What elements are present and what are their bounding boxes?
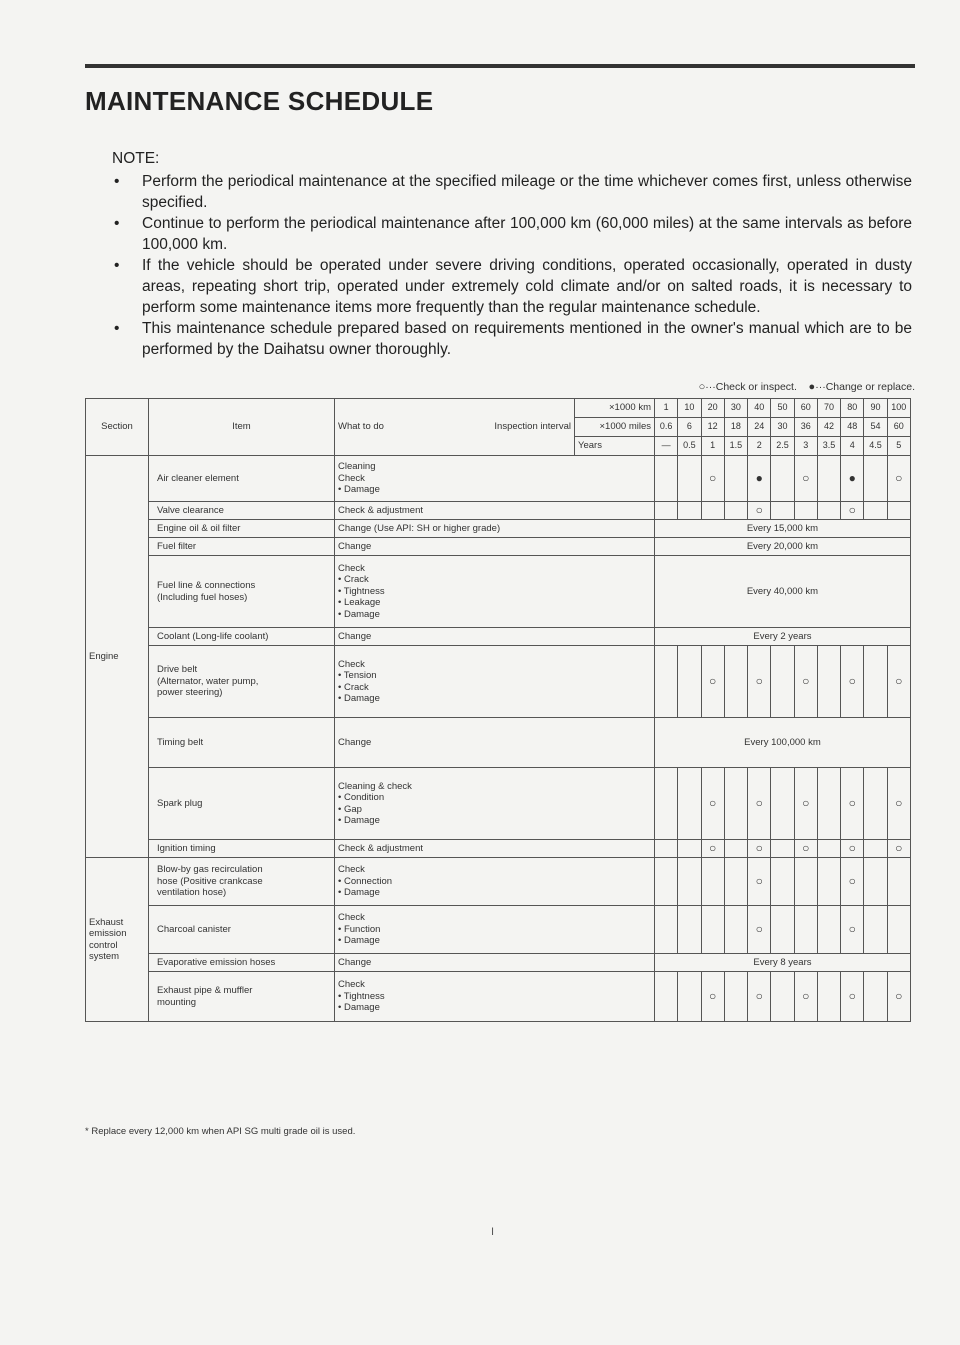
item-cell: Exhaust pipe & muffler mounting <box>149 972 335 1022</box>
table-row <box>86 906 911 954</box>
check-mark-icon: ○ <box>701 768 724 840</box>
mark-cell <box>864 840 887 858</box>
what-cell: Check • Tension • Crack • Damage <box>335 646 655 718</box>
change-mark-icon: ● <box>841 456 864 502</box>
table-row <box>86 628 911 646</box>
check-mark-icon: ○ <box>841 906 864 954</box>
item-cell: Air cleaner element <box>149 456 335 502</box>
check-mark-icon: ○ <box>748 858 771 906</box>
interval-km-cell: 10 <box>678 399 701 418</box>
item-cell: Coolant (Long-life coolant) <box>149 628 335 646</box>
mark-cell <box>724 840 747 858</box>
interval-miles-cell: 60 <box>887 418 910 437</box>
check-mark-icon: ○ <box>701 456 724 502</box>
what-cell: Change (Use API: SH or higher grade) <box>335 520 655 538</box>
interval-km-cell: 60 <box>794 399 817 418</box>
what-cell: Cleaning Check • Damage <box>335 456 655 502</box>
header-what <box>335 399 575 456</box>
interval-miles-cell: 24 <box>748 418 771 437</box>
mark-cell <box>887 858 910 906</box>
header-item: Item <box>149 399 335 456</box>
item-cell: Ignition timing <box>149 840 335 858</box>
check-mark-icon: ○ <box>701 972 724 1022</box>
interval-span-cell: Every 20,000 km <box>655 538 911 556</box>
interval-years-cell: — <box>655 437 678 456</box>
note-bullet: • Continue to perform the periodical maintenance after 100,000 km (60,000 miles) at the same intervals as before 100,000 km. <box>112 213 912 255</box>
check-mark-icon: ○ <box>794 768 817 840</box>
mark-cell <box>864 502 887 520</box>
mark-cell <box>678 972 701 1022</box>
mark-cell <box>678 456 701 502</box>
interval-km-cell: 40 <box>748 399 771 418</box>
mark-cell <box>655 456 678 502</box>
mark-cell <box>724 646 747 718</box>
change-symbol-icon: ● <box>808 381 816 393</box>
what-cell: Check • Tightness • Damage <box>335 972 655 1022</box>
check-mark-icon: ○ <box>841 972 864 1022</box>
check-mark-icon: ○ <box>887 646 910 718</box>
page-number: I <box>491 1226 495 1238</box>
check-mark-icon: ○ <box>887 768 910 840</box>
mark-cell <box>701 502 724 520</box>
mark-cell <box>794 858 817 906</box>
check-mark-icon: ○ <box>701 840 724 858</box>
mark-cell <box>771 768 794 840</box>
what-cell: Check & adjustment <box>335 502 655 520</box>
item-cell: Fuel filter <box>149 538 335 556</box>
mark-cell <box>701 858 724 906</box>
header-what-label: What to do <box>338 421 384 433</box>
mark-cell <box>887 906 910 954</box>
table-row <box>86 538 911 556</box>
interval-miles-cell: 48 <box>841 418 864 437</box>
header-section: Section <box>86 399 149 456</box>
item-cell: Charcoal canister <box>149 906 335 954</box>
note-list <box>112 171 912 360</box>
mark-cell <box>771 906 794 954</box>
interval-km-cell: 80 <box>841 399 864 418</box>
mark-cell <box>655 768 678 840</box>
check-mark-icon: ○ <box>887 456 910 502</box>
mark-cell <box>678 646 701 718</box>
maintenance-table <box>85 398 911 1022</box>
mark-cell <box>678 768 701 840</box>
mark-cell <box>655 646 678 718</box>
mark-cell <box>655 858 678 906</box>
check-mark-icon: ○ <box>794 840 817 858</box>
what-cell: Change <box>335 628 655 646</box>
note-heading: NOTE: <box>112 150 160 167</box>
mark-cell <box>887 502 910 520</box>
section-cell: Exhaust emission control system <box>86 858 149 1022</box>
interval-km-cell: 70 <box>817 399 840 418</box>
item-cell: Valve clearance <box>149 502 335 520</box>
mark-cell <box>817 906 840 954</box>
check-mark-icon: ○ <box>748 972 771 1022</box>
mark-cell <box>817 972 840 1022</box>
mark-cell <box>864 858 887 906</box>
interval-miles-cell: 18 <box>724 418 747 437</box>
table-row <box>86 520 911 538</box>
header-row-km <box>86 399 911 418</box>
mark-cell <box>724 858 747 906</box>
interval-span-cell: Every 15,000 km <box>655 520 911 538</box>
table-row <box>86 556 911 628</box>
interval-km-cell: 1 <box>655 399 678 418</box>
interval-km-cell: 100 <box>887 399 910 418</box>
check-mark-icon: ○ <box>748 906 771 954</box>
mark-cell <box>678 502 701 520</box>
mark-cell <box>817 646 840 718</box>
mark-cell <box>678 906 701 954</box>
what-cell: Change <box>335 538 655 556</box>
mark-cell <box>655 502 678 520</box>
what-cell: Change <box>335 954 655 972</box>
interval-years-cell: 1 <box>701 437 724 456</box>
item-cell: Engine oil & oil filter <box>149 520 335 538</box>
mark-cell <box>864 646 887 718</box>
mark-cell <box>817 456 840 502</box>
interval-miles-cell: 30 <box>771 418 794 437</box>
table-row <box>86 718 911 768</box>
table-row <box>86 858 911 906</box>
what-cell: Check • Crack • Tightness • Leakage • Damage <box>335 556 655 628</box>
interval-years-cell: 1.5 <box>724 437 747 456</box>
mark-cell <box>771 456 794 502</box>
interval-span-cell: Every 100,000 km <box>655 718 911 768</box>
mark-cell <box>724 906 747 954</box>
change-mark-icon: ● <box>748 456 771 502</box>
mark-cell <box>817 840 840 858</box>
mark-cell <box>817 502 840 520</box>
check-mark-icon: ○ <box>841 858 864 906</box>
what-cell: Cleaning & check • Condition • Gap • Damage <box>335 768 655 840</box>
check-mark-icon: ○ <box>887 972 910 1022</box>
what-cell: Check • Connection • Damage <box>335 858 655 906</box>
check-mark-icon: ○ <box>748 768 771 840</box>
what-cell: Check • Function • Damage <box>335 906 655 954</box>
mark-cell <box>817 768 840 840</box>
mark-cell <box>678 858 701 906</box>
top-rule <box>85 64 915 68</box>
table-row <box>86 840 911 858</box>
note-bullet: • If the vehicle should be operated under severe driving conditions, operated occasionally, operated in dusty areas, repeating short trip, operated under extremely cold climate and/or on salted roads, it is necessary to perform some maintenance items more frequently than the regular maintenance schedule. <box>112 255 912 318</box>
what-cell: Change <box>335 718 655 768</box>
interval-miles-cell: 12 <box>701 418 724 437</box>
item-cell: Blow-by gas recirculation hose (Positive crankcase ventilation hose) <box>149 858 335 906</box>
check-mark-icon: ○ <box>841 840 864 858</box>
interval-km-cell: 90 <box>864 399 887 418</box>
mark-cell <box>864 768 887 840</box>
mark-cell <box>678 840 701 858</box>
interval-years-cell: 3.5 <box>817 437 840 456</box>
interval-years-cell: 3 <box>794 437 817 456</box>
interval-span-cell: Every 40,000 km <box>655 556 911 628</box>
header-interval-label: Inspection interval <box>494 421 571 433</box>
mark-cell <box>864 906 887 954</box>
mark-cell <box>864 972 887 1022</box>
check-mark-icon: ○ <box>748 646 771 718</box>
check-mark-icon: ○ <box>841 502 864 520</box>
legend <box>699 381 915 393</box>
check-mark-icon: ○ <box>748 502 771 520</box>
check-mark-icon: ○ <box>841 768 864 840</box>
interval-years-cell: 4.5 <box>864 437 887 456</box>
mark-cell <box>724 456 747 502</box>
note-bullet: • This maintenance schedule prepared based on requirements mentioned in the owner's manual which are to be performed by the Daihatsu owner thoroughly. <box>112 318 912 360</box>
mark-cell <box>771 972 794 1022</box>
mark-cell <box>655 972 678 1022</box>
header-km-label: ×1000 km <box>575 399 655 418</box>
section-cell: Engine <box>86 456 149 858</box>
check-mark-icon: ○ <box>841 646 864 718</box>
table-row <box>86 768 911 840</box>
header-miles-label: ×1000 miles <box>575 418 655 437</box>
interval-km-cell: 30 <box>724 399 747 418</box>
mark-cell <box>771 840 794 858</box>
item-cell: Drive belt (Alternator, water pump, power steering) <box>149 646 335 718</box>
interval-miles-cell: 0.6 <box>655 418 678 437</box>
mark-cell <box>771 502 794 520</box>
legend-check-text: ···Check or inspect. <box>705 381 797 393</box>
check-symbol-icon: ○ <box>698 381 706 393</box>
mark-cell <box>794 906 817 954</box>
item-cell: Spark plug <box>149 768 335 840</box>
check-mark-icon: ○ <box>794 972 817 1022</box>
mark-cell <box>701 906 724 954</box>
check-mark-icon: ○ <box>701 646 724 718</box>
item-cell: Evaporative emission hoses <box>149 954 335 972</box>
footnote: * Replace every 12,000 km when API SG multi grade oil is used. <box>85 1126 356 1137</box>
interval-span-cell: Every 2 years <box>655 628 911 646</box>
mark-cell <box>724 768 747 840</box>
item-cell: Fuel line & connections (Including fuel hoses) <box>149 556 335 628</box>
table-row <box>86 972 911 1022</box>
interval-km-cell: 50 <box>771 399 794 418</box>
table-row <box>86 502 911 520</box>
page-title: MAINTENANCE SCHEDULE <box>85 86 434 116</box>
mark-cell <box>724 972 747 1022</box>
note-block <box>112 148 912 360</box>
table-body <box>86 456 911 1022</box>
mark-cell <box>655 906 678 954</box>
item-cell: Timing belt <box>149 718 335 768</box>
table-row <box>86 456 911 502</box>
interval-years-cell: 2.5 <box>771 437 794 456</box>
note-bullet: • Perform the periodical maintenance at the specified mileage or the time whichever comes first, unless otherwise specified. <box>112 171 912 213</box>
interval-years-cell: 0.5 <box>678 437 701 456</box>
check-mark-icon: ○ <box>794 646 817 718</box>
interval-span-cell: Every 8 years <box>655 954 911 972</box>
table-row <box>86 954 911 972</box>
interval-miles-cell: 36 <box>794 418 817 437</box>
mark-cell <box>655 840 678 858</box>
mark-cell <box>771 646 794 718</box>
mark-cell <box>817 858 840 906</box>
check-mark-icon: ○ <box>748 840 771 858</box>
mark-cell <box>794 502 817 520</box>
interval-miles-cell: 42 <box>817 418 840 437</box>
mark-cell <box>724 502 747 520</box>
check-mark-icon: ○ <box>887 840 910 858</box>
mark-cell <box>864 456 887 502</box>
interval-miles-cell: 6 <box>678 418 701 437</box>
interval-years-cell: 5 <box>887 437 910 456</box>
interval-miles-cell: 54 <box>864 418 887 437</box>
check-mark-icon: ○ <box>794 456 817 502</box>
interval-years-cell: 4 <box>841 437 864 456</box>
legend-change-text: ···Change or replace. <box>815 381 915 393</box>
what-cell: Check & adjustment <box>335 840 655 858</box>
table-row <box>86 646 911 718</box>
header-years-label: Years <box>575 437 655 456</box>
interval-years-cell: 2 <box>748 437 771 456</box>
interval-km-cell: 20 <box>701 399 724 418</box>
mark-cell <box>771 858 794 906</box>
